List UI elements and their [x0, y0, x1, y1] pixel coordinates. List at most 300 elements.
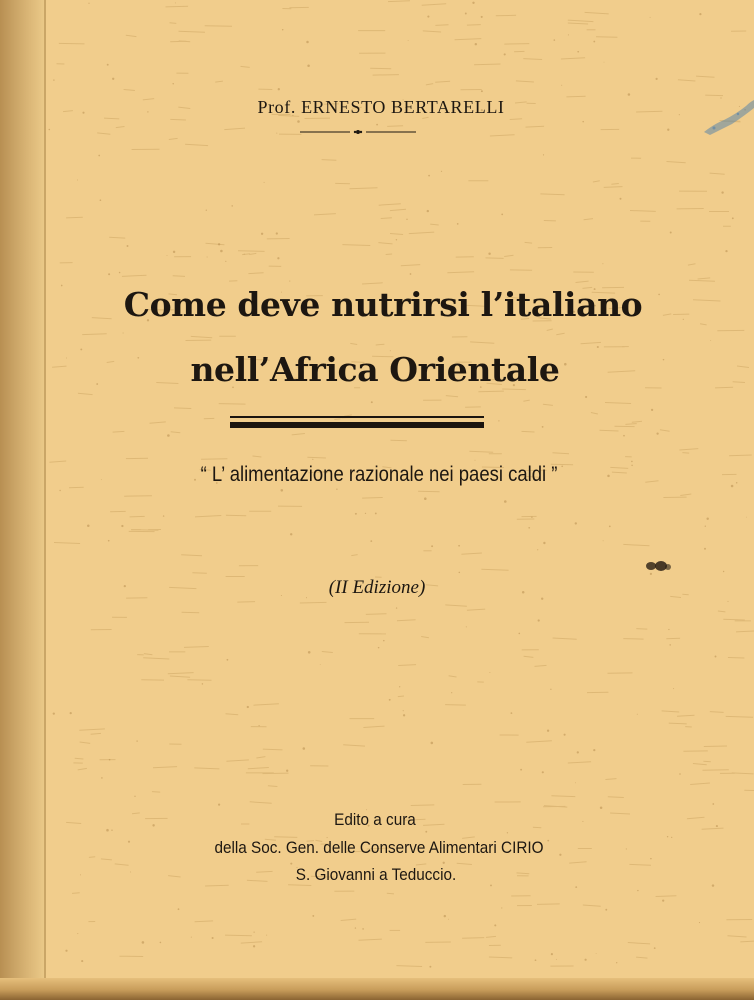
- paper-fiber: [268, 786, 278, 787]
- paper-speck: [49, 129, 51, 131]
- paper-fiber: [173, 276, 185, 277]
- paper-speck: [424, 497, 427, 500]
- paper-speck: [656, 432, 658, 434]
- paper-fiber: [376, 344, 385, 345]
- paper-fiber: [736, 631, 754, 632]
- paper-fiber: [625, 424, 636, 425]
- paper-fiber: [608, 797, 624, 798]
- paper-speck: [307, 65, 310, 68]
- paper-fiber: [445, 705, 466, 706]
- paper-speck: [59, 490, 60, 491]
- paper-speck: [247, 706, 249, 708]
- paper-speck: [609, 526, 611, 528]
- paper-fiber: [422, 4, 447, 6]
- paper-speck: [602, 263, 603, 264]
- paper-speck: [623, 435, 625, 437]
- paper-fiber: [206, 243, 225, 244]
- paper-speck: [443, 862, 445, 864]
- paper-speck: [556, 959, 557, 960]
- paper-speck: [575, 886, 577, 888]
- paper-speck: [489, 672, 490, 673]
- paper-fiber: [78, 768, 87, 770]
- paper-fiber: [540, 194, 564, 195]
- paper-speck: [167, 255, 168, 256]
- paper-speck: [134, 796, 135, 797]
- paper-fiber: [435, 81, 450, 82]
- paper-speck: [451, 692, 452, 693]
- paper-fiber: [241, 66, 250, 67]
- paper-fiber: [543, 404, 553, 405]
- paper-fiber: [334, 419, 340, 420]
- paper-speck: [244, 254, 245, 255]
- paper-fiber: [150, 422, 166, 423]
- paper-fiber: [292, 434, 305, 435]
- paper-fiber: [462, 938, 484, 939]
- paper-speck: [710, 340, 711, 341]
- paper-speck: [542, 426, 544, 428]
- paper-speck: [727, 601, 728, 602]
- paper-fiber: [381, 218, 392, 219]
- paper-fiber: [568, 20, 594, 22]
- paper-speck: [336, 489, 337, 490]
- paper-fiber: [585, 12, 609, 14]
- paper-fiber: [418, 491, 440, 492]
- paper-fiber: [568, 762, 591, 763]
- paper-speck: [575, 782, 576, 783]
- paper-speck: [108, 540, 110, 542]
- paper-speck: [218, 243, 220, 245]
- paper-fiber: [350, 188, 378, 189]
- paper-fiber: [678, 80, 696, 81]
- paper-fiber: [91, 733, 101, 734]
- paper-speck: [511, 712, 513, 714]
- paper-speck: [705, 526, 706, 527]
- paper-speck: [593, 41, 595, 43]
- paper-fiber: [728, 658, 745, 659]
- paper-fiber: [630, 211, 656, 212]
- paper-fiber: [387, 126, 403, 127]
- paper-fiber: [398, 665, 416, 666]
- paper-fiber: [171, 432, 181, 433]
- paper-speck: [597, 346, 599, 348]
- paper-speck: [173, 251, 175, 253]
- paper-speck: [673, 688, 674, 689]
- paper-fiber: [388, 1, 410, 2]
- paper-fiber: [195, 921, 214, 922]
- paper-speck: [637, 714, 638, 715]
- paper-speck: [542, 771, 544, 773]
- paper-fiber: [426, 84, 433, 85]
- paper-speck: [577, 751, 579, 753]
- paper-fiber: [54, 543, 80, 544]
- paper-fiber: [314, 214, 336, 215]
- paper-speck: [667, 129, 669, 131]
- paper-speck: [101, 777, 103, 779]
- paper-speck: [679, 773, 681, 775]
- paper-speck: [507, 832, 508, 833]
- paper-speck: [266, 935, 267, 936]
- paper-fiber: [600, 430, 619, 431]
- paper-speck: [371, 401, 373, 403]
- paper-fiber: [75, 758, 84, 759]
- paper-fiber: [469, 451, 493, 452]
- paper-fiber: [191, 336, 212, 337]
- paper-speck: [651, 409, 653, 411]
- paper-speck: [715, 656, 717, 658]
- paper-fiber: [78, 393, 93, 394]
- paper-speck: [399, 686, 400, 687]
- paper-fiber: [79, 729, 105, 730]
- paper-fiber: [696, 76, 714, 77]
- paper-fiber: [201, 459, 227, 460]
- paper-fiber: [583, 905, 601, 906]
- paper-fiber: [72, 893, 80, 894]
- paper-speck: [306, 41, 309, 44]
- paper-fiber: [430, 224, 439, 225]
- paper-fiber: [224, 128, 245, 130]
- paper-fiber: [690, 783, 710, 785]
- paper-fiber: [205, 885, 229, 886]
- paper-speck: [218, 804, 220, 806]
- paper-speck: [498, 420, 499, 421]
- paper-speck: [535, 959, 537, 961]
- paper-speck: [716, 825, 718, 827]
- paper-speck: [253, 945, 255, 947]
- paper-speck: [123, 332, 124, 333]
- paper-fiber: [605, 403, 631, 404]
- paper-fiber: [478, 391, 504, 392]
- paper-speck: [564, 734, 566, 736]
- paper-fiber: [143, 658, 169, 659]
- paper-speck: [98, 155, 100, 157]
- paper-speck: [656, 78, 658, 80]
- paper-speck: [488, 252, 490, 254]
- paper-fiber: [366, 614, 387, 615]
- paper-fiber: [126, 35, 137, 36]
- paper-fiber: [378, 243, 392, 244]
- paper-fiber: [166, 6, 189, 7]
- paper-speck: [721, 191, 723, 193]
- paper-fiber: [679, 449, 698, 450]
- paper-speck: [87, 525, 90, 528]
- paper-fiber: [593, 181, 600, 182]
- paper-speck: [448, 919, 449, 920]
- paper-speck: [427, 210, 429, 212]
- paper-speck: [167, 434, 170, 437]
- paper-fiber: [170, 676, 190, 677]
- paper-fiber: [248, 273, 263, 274]
- paper-speck: [670, 232, 672, 234]
- paper-fiber: [525, 242, 533, 243]
- paper-speck: [383, 640, 385, 642]
- paper-speck: [600, 807, 603, 810]
- paper-fiber: [101, 859, 112, 860]
- paper-fiber: [703, 770, 729, 771]
- paper-speck: [459, 572, 461, 574]
- paper-speck: [699, 13, 701, 15]
- paper-fiber: [307, 457, 326, 458]
- paper-fiber: [660, 430, 670, 432]
- paper-fiber: [486, 258, 504, 259]
- paper-fiber: [556, 333, 564, 335]
- paper-fiber: [510, 119, 522, 120]
- paper-fiber: [226, 760, 249, 761]
- paper-speck: [429, 966, 431, 968]
- paper-speck: [77, 180, 78, 181]
- paper-speck: [746, 517, 747, 518]
- paper-fiber: [170, 41, 186, 42]
- paper-fiber: [710, 173, 725, 174]
- paper-speck: [504, 53, 506, 55]
- paper-speck: [531, 516, 532, 517]
- paper-speck: [375, 512, 377, 514]
- paper-fiber: [553, 453, 570, 454]
- paper-fiber: [116, 127, 125, 128]
- paper-fiber: [447, 272, 474, 273]
- paper-fiber: [170, 119, 186, 120]
- paper-fiber: [467, 609, 485, 610]
- paper-fiber: [522, 431, 535, 432]
- paper-fiber: [350, 343, 357, 344]
- paper-fiber: [581, 342, 601, 343]
- paper-speck: [282, 29, 283, 30]
- paper-fiber: [401, 265, 420, 266]
- paper-speck: [163, 515, 164, 516]
- paper-speck: [403, 710, 404, 711]
- paper-fiber: [455, 39, 482, 40]
- paper-speck: [605, 909, 607, 911]
- paper-fiber: [449, 676, 457, 677]
- paper-fiber: [502, 389, 526, 390]
- paper-fiber: [669, 723, 687, 724]
- title-line-1: Come deve nutrirsi l’italiano: [123, 285, 643, 324]
- paper-speck: [100, 199, 102, 201]
- paper-speck: [444, 915, 446, 917]
- paper-fiber: [263, 749, 283, 750]
- paper-speck: [554, 39, 556, 41]
- paper-fiber: [379, 204, 401, 206]
- paper-fiber: [682, 453, 689, 454]
- paper-fiber: [219, 404, 246, 405]
- paper-fiber: [523, 400, 529, 401]
- paper-fiber: [341, 919, 357, 920]
- paper-fiber: [390, 209, 406, 210]
- cover-bottom-edge: [0, 978, 754, 1000]
- paper-speck: [175, 2, 176, 3]
- paper-fiber: [667, 162, 686, 163]
- paper-speck: [736, 482, 738, 484]
- paper-speck: [278, 88, 280, 90]
- paper-fiber: [351, 555, 357, 556]
- paper-speck: [308, 651, 311, 654]
- paper-speck: [112, 78, 114, 80]
- paper-speck: [428, 175, 430, 177]
- paper-speck: [520, 769, 522, 771]
- paper-fiber: [490, 135, 515, 136]
- paper-fiber: [723, 619, 745, 620]
- paper-fiber: [373, 75, 399, 76]
- paper-speck: [494, 924, 496, 926]
- paper-fiber: [423, 31, 441, 32]
- paper-speck: [136, 740, 137, 741]
- paper-fiber: [728, 936, 747, 937]
- paper-fiber: [181, 555, 202, 556]
- paper-fiber: [591, 413, 598, 415]
- paper-fiber: [435, 25, 448, 26]
- subtitle: “ L’ alimentazione razionale nei paesi caldi ”: [200, 463, 558, 486]
- paper-fiber: [523, 59, 542, 60]
- paper-speck: [403, 714, 405, 716]
- paper-speck: [231, 205, 233, 207]
- paper-fiber: [250, 802, 272, 803]
- paper-fiber: [104, 118, 119, 119]
- paper-fiber: [168, 673, 194, 674]
- paper-fiber: [179, 31, 206, 32]
- paper-speck: [441, 171, 442, 172]
- paper-fiber: [226, 515, 246, 516]
- paper-fiber: [97, 133, 110, 134]
- paper-fiber: [718, 611, 726, 612]
- paper-speck: [585, 959, 587, 961]
- paper-speck: [616, 962, 617, 963]
- paper-fiber: [623, 639, 643, 640]
- paper-fiber: [185, 144, 208, 145]
- paper-fiber: [396, 966, 422, 967]
- paper-fiber: [461, 553, 482, 554]
- paper-speck: [585, 396, 587, 398]
- paper-speck: [547, 730, 549, 732]
- publisher-line-1: Edito a cura: [334, 810, 416, 829]
- paper-speck: [475, 460, 476, 461]
- paper-speck: [355, 927, 356, 928]
- paper-fiber: [504, 255, 513, 256]
- paper-speck: [593, 749, 595, 751]
- paper-fiber: [732, 773, 754, 774]
- paper-speck: [596, 953, 597, 954]
- publisher-line-2: della Soc. Gen. delle Conserve Alimentari CIRIO: [214, 838, 544, 857]
- paper-speck: [53, 712, 55, 714]
- paper-fiber: [516, 81, 534, 82]
- paper-fiber: [703, 761, 710, 762]
- paper-speck: [543, 542, 545, 544]
- paper-fiber: [66, 217, 83, 218]
- paper-speck: [178, 908, 180, 910]
- paper-speck: [207, 257, 208, 258]
- paper-fiber: [169, 138, 178, 139]
- paper-speck: [303, 747, 306, 750]
- paper-speck: [65, 950, 67, 952]
- paper-speck: [376, 124, 378, 126]
- paper-fiber: [445, 605, 467, 606]
- paper-speck: [276, 133, 277, 134]
- paper-fiber: [343, 745, 365, 746]
- paper-fiber: [124, 90, 135, 91]
- paper-fiber: [611, 184, 618, 185]
- paper-fiber: [241, 942, 262, 943]
- paper-speck: [172, 83, 173, 84]
- paper-speck: [286, 770, 288, 772]
- paper-speck: [191, 937, 192, 938]
- paper-fiber: [254, 704, 279, 705]
- paper-fiber: [237, 602, 255, 603]
- paper-speck: [501, 907, 502, 908]
- paper-fiber: [470, 342, 494, 343]
- paper-speck: [396, 239, 397, 240]
- paper-fiber: [122, 275, 147, 276]
- paper-fiber: [547, 329, 553, 331]
- paper-speck: [699, 922, 700, 923]
- paper-fiber: [710, 712, 724, 713]
- paper-speck: [458, 545, 460, 547]
- paper-speck: [225, 261, 226, 262]
- paper-speck: [518, 633, 520, 635]
- paper-speck: [202, 683, 204, 685]
- paper-speck: [504, 500, 507, 503]
- paper-fiber: [481, 569, 508, 570]
- paper-fiber: [656, 896, 677, 897]
- paper-fiber: [130, 516, 145, 517]
- paper-speck: [501, 214, 503, 216]
- paper-fiber: [390, 234, 403, 235]
- title-line-2: nell’Africa Orientale: [190, 350, 560, 389]
- paper-speck: [378, 647, 380, 649]
- paper-speck: [281, 489, 284, 492]
- paper-speck: [725, 250, 727, 252]
- paper-fiber: [744, 790, 754, 791]
- paper-speck: [704, 548, 706, 550]
- paper-speck: [706, 517, 708, 519]
- paper-speck: [582, 121, 584, 123]
- paper-fiber: [248, 768, 269, 769]
- paper-speck: [481, 16, 483, 18]
- paper-speck: [53, 79, 54, 80]
- paper-speck: [362, 928, 364, 930]
- paper-fiber: [526, 741, 552, 742]
- paper-speck: [312, 915, 314, 917]
- paper-speck: [637, 890, 638, 891]
- paper-fiber: [363, 726, 384, 727]
- paper-fiber: [535, 665, 547, 666]
- paper-fiber: [680, 494, 691, 496]
- paper-fiber: [526, 126, 545, 127]
- paper-fiber: [263, 773, 289, 774]
- paper-fiber: [636, 629, 647, 630]
- paper-fiber: [628, 943, 650, 944]
- paper-fiber: [398, 696, 404, 697]
- paper-speck: [472, 2, 474, 4]
- paper-speck: [227, 659, 229, 661]
- ink-smudge: [644, 558, 672, 574]
- paper-fiber: [386, 254, 392, 255]
- paper-fiber: [666, 638, 680, 639]
- paper-speck: [466, 626, 467, 627]
- paper-speck: [259, 725, 260, 726]
- paper-speck: [543, 154, 544, 155]
- paper-speck: [77, 933, 78, 934]
- paper-fiber: [474, 64, 500, 65]
- paper-speck: [550, 689, 551, 690]
- paper-fiber: [636, 957, 647, 958]
- paper-fiber: [322, 652, 333, 653]
- paper-fiber: [596, 37, 617, 38]
- paper-speck: [406, 219, 407, 220]
- paper-speck: [396, 607, 397, 608]
- paper-fiber: [153, 767, 177, 768]
- paper-fiber: [238, 251, 265, 252]
- paper-speck: [668, 629, 669, 630]
- paper-speck: [109, 759, 111, 761]
- paper-fiber: [489, 957, 512, 958]
